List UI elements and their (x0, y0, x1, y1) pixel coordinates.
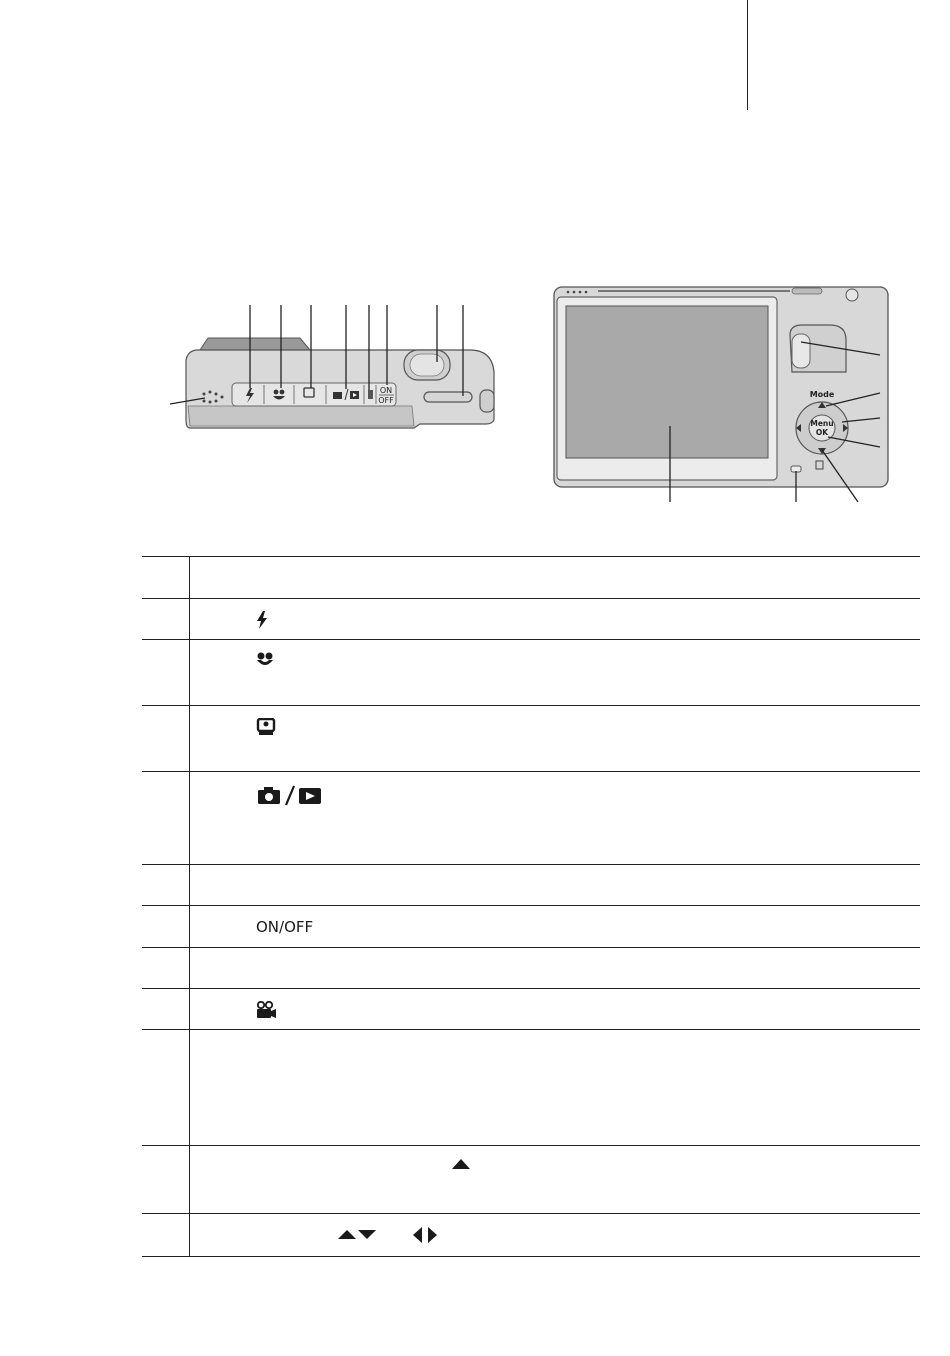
table-row (142, 906, 920, 948)
page-top-rule (747, 0, 748, 110)
row-description-cell (190, 706, 921, 772)
row-number-cell (142, 557, 190, 599)
row-description-cell (190, 772, 921, 865)
row-description-cell (190, 948, 921, 989)
menu-label: Menu (810, 419, 834, 428)
camera-playback-icon (256, 784, 326, 806)
lcd-screen (566, 306, 768, 458)
row-description-cell (190, 989, 921, 1030)
row-number-cell (142, 706, 190, 772)
flash-icon (256, 611, 268, 629)
table-row (142, 557, 920, 599)
row-description-cell (190, 1030, 921, 1146)
row-number-cell (142, 772, 190, 865)
row-number-cell (142, 1214, 190, 1257)
table-row (142, 772, 920, 865)
on-off-text: ON/OFF (256, 918, 314, 936)
row-number-cell (142, 640, 190, 706)
ok-label: OK (815, 428, 829, 437)
row-description-cell (190, 865, 921, 906)
camera-top-view (170, 305, 494, 428)
row-number-cell (142, 1030, 190, 1146)
row-description-cell (190, 1214, 921, 1257)
design-gallery-icon (256, 718, 276, 736)
video-button (424, 392, 472, 402)
parts-table (142, 556, 920, 1257)
row-number-cell (142, 599, 190, 640)
row-description-cell (190, 1146, 921, 1214)
mode-label: Mode (809, 390, 835, 399)
table-row (142, 948, 920, 989)
up-triangle-icon (451, 1158, 471, 1170)
top-on-label: ON (379, 386, 393, 395)
table-row (142, 1214, 920, 1257)
camera-figure (0, 270, 950, 510)
arrow-pairs-icon (336, 1226, 446, 1244)
table-row (142, 1146, 920, 1214)
macro-flower-icon (256, 652, 274, 668)
table-row (142, 865, 920, 906)
row-number-cell (142, 989, 190, 1030)
row-description-cell (190, 906, 921, 948)
row-number-cell (142, 1146, 190, 1214)
video-camera-icon (256, 1001, 276, 1019)
table-row (142, 640, 920, 706)
table-row (142, 599, 920, 640)
row-description-cell (190, 557, 921, 599)
row-description-cell (190, 599, 921, 640)
table-row (142, 1030, 920, 1146)
top-off-label: OFF (378, 396, 394, 405)
camera-back-view (554, 287, 888, 502)
row-number-cell (142, 906, 190, 948)
table-row (142, 706, 920, 772)
table-row (142, 989, 920, 1030)
row-number-cell (142, 948, 190, 989)
row-number-cell (142, 865, 190, 906)
row-description-cell (190, 640, 921, 706)
